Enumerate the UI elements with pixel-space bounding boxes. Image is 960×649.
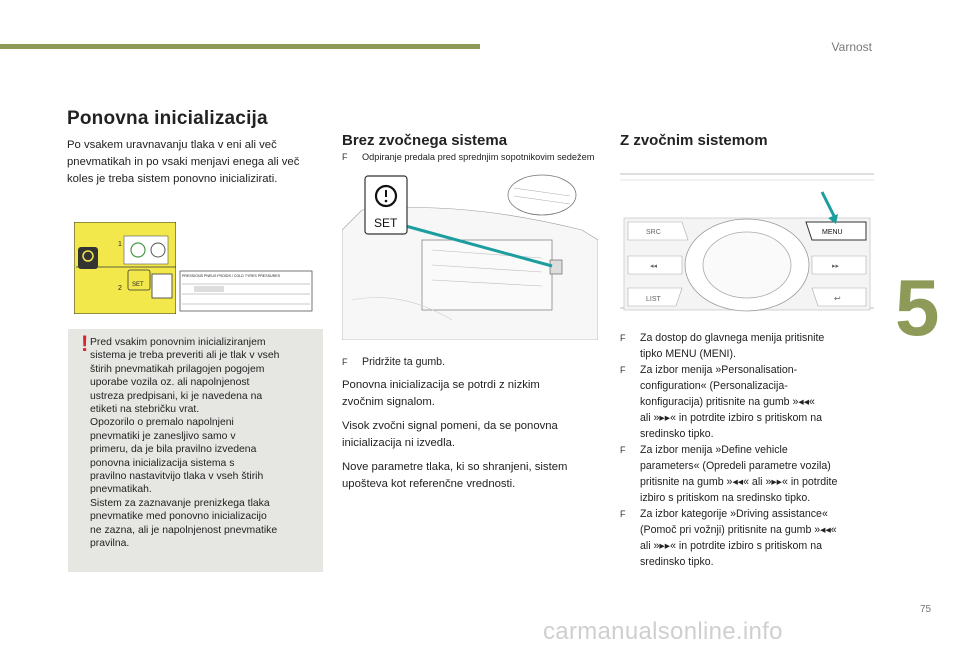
- center-button: [703, 232, 791, 298]
- set-button: [550, 260, 562, 274]
- step-one: 1: [118, 241, 122, 248]
- warning-icon: !: [81, 331, 89, 356]
- failure-paragraph: Visok zvočni signal pomeni, da se ponovna inicializacija ni izvedla.: [342, 420, 558, 449]
- warning-line: ne zazna, ali je napolnjenost pnevmatike: [90, 524, 278, 536]
- step-item: F Za izbor menija »Define vehicle parameters« (Opredeli parametre vozila) pritisnite na gumb »◂◂« ali »▸▸« in potrdite izbiro s pritiskom na sredinsko tipko.: [620, 444, 838, 504]
- warning-line: uporabe vozila oz. ali napolnjenost: [90, 377, 250, 389]
- warning-line: Pred vsakim ponovnim inicializiranjem: [90, 337, 266, 348]
- warning-line: štirih pnevmatikah prilagojen pogojem: [90, 363, 265, 375]
- page-number: 75: [920, 604, 932, 615]
- svg-text:SRC: SRC: [646, 229, 661, 236]
- step-item: F Za izbor menija »Personalisation- configuration« (Personalizacija- konfiguracija) pritisnite na gumb »◂◂« ali »▸▸« in potrdite izbiro s pritiskom na sredinsko tipko.: [620, 364, 822, 440]
- page-title: Ponovna inicializacija: [67, 108, 268, 129]
- svg-text:LIST: LIST: [646, 296, 661, 303]
- step-item: F Za dostop do glavnega menija pritisnite tipko MENU (MENI).: [620, 332, 825, 360]
- svg-text:▸▸: ▸▸: [832, 263, 840, 270]
- steps-list: [620, 330, 880, 570]
- audio-panel-illustration: [620, 170, 874, 312]
- warning-line: Opozorilo o premalo napolnjeni: [90, 417, 234, 429]
- warning-line: sistema je treba preveriti ali je tlak v vseh: [90, 350, 280, 362]
- svg-text:◂◂: ◂◂: [650, 263, 658, 270]
- warning-line: Sistem za zaznavanje prenizkega tlaka: [90, 497, 270, 509]
- confirm-paragraph: Ponovna inicializacija se potrdi z nizkim zvočnim signalom.: [342, 379, 540, 408]
- bullet-marker: F: [620, 365, 626, 375]
- bullet-marker: F: [342, 152, 348, 162]
- image-caption: [342, 152, 594, 162]
- svg-text:SET: SET: [132, 282, 144, 288]
- caption-text: Odpiranje predala pred sprednjim sopotnikovim sedežem: [362, 152, 595, 162]
- section-title-with-audio: Z zvočnim sistemom: [620, 132, 768, 149]
- warning-line: etiketi na stebričku vrat.: [90, 404, 200, 416]
- glovebox-illustration: [342, 170, 598, 340]
- intro-line: koles je treba sistem ponovno inicializirati.: [67, 173, 278, 185]
- step-item: F Za izbor kategorije »Driving assistance« (Pomoč pri vožnji) pritisnite na gumb »◂◂« ali »▸▸« in potrdite izbiro s pritiskom na sredinsko tipko.: [620, 508, 837, 568]
- warning-text: [90, 336, 318, 551]
- watermark[interactable]: carmanualsonline.info: [543, 618, 783, 645]
- reference-paragraph: Nove parametre tlaka, ki so shranjeni, sistem upošteva kot referenčne vrednosti.: [342, 461, 568, 490]
- warning-line: ponovna inicializacija sistema s: [90, 457, 235, 469]
- chapter-number: 5: [895, 263, 940, 352]
- bullet-marker: F: [620, 445, 626, 455]
- svg-text:PRESSIONS PNEUS FROIDS / COLD: PRESSIONS PNEUS FROIDS / COLD TYRES PRESSURES: [182, 274, 280, 278]
- intro-line: pnevmatikah in po vsaki menjavi enega ali več: [67, 156, 300, 168]
- step-two: 2: [118, 285, 122, 292]
- set-label: SET: [374, 216, 398, 230]
- warning-line: ustreza predpisani, ki je navedena na: [90, 390, 263, 402]
- bullet-marker: F: [342, 357, 348, 367]
- warning-line: pravilna.: [90, 538, 130, 550]
- intro-line: Po vsakem uravnavanju tlaka v eni ali več: [67, 139, 277, 151]
- warning-line: pnevmatike med ponovno inicializacijo: [90, 511, 267, 523]
- intro-paragraph: [67, 137, 327, 188]
- warning-line: pravilno nastavitvijo tlaka v vseh štirih: [90, 471, 264, 483]
- svg-text:MENU: MENU: [822, 229, 843, 236]
- air-vent-icon: [508, 175, 576, 215]
- section-label: Varnost: [831, 40, 872, 54]
- bullet-marker: F: [620, 333, 626, 343]
- warning-line: pnevmatiki je zanesljivo samo v: [90, 430, 236, 442]
- bullet-marker: F: [620, 509, 626, 519]
- svg-text:↩: ↩: [834, 294, 841, 303]
- warning-line: primeru, da je bila pravilno izvedena: [90, 444, 257, 456]
- warning-line: pnevmatikah.: [90, 484, 152, 496]
- header-accent-bar: [0, 44, 480, 49]
- step-hold-button: F Pridržite ta gumb.: [342, 356, 446, 368]
- section-title-no-audio: Brez zvočnega sistema: [342, 132, 508, 149]
- hand-icon: [152, 274, 172, 298]
- tyre-pressure-label-illustration: [74, 222, 318, 314]
